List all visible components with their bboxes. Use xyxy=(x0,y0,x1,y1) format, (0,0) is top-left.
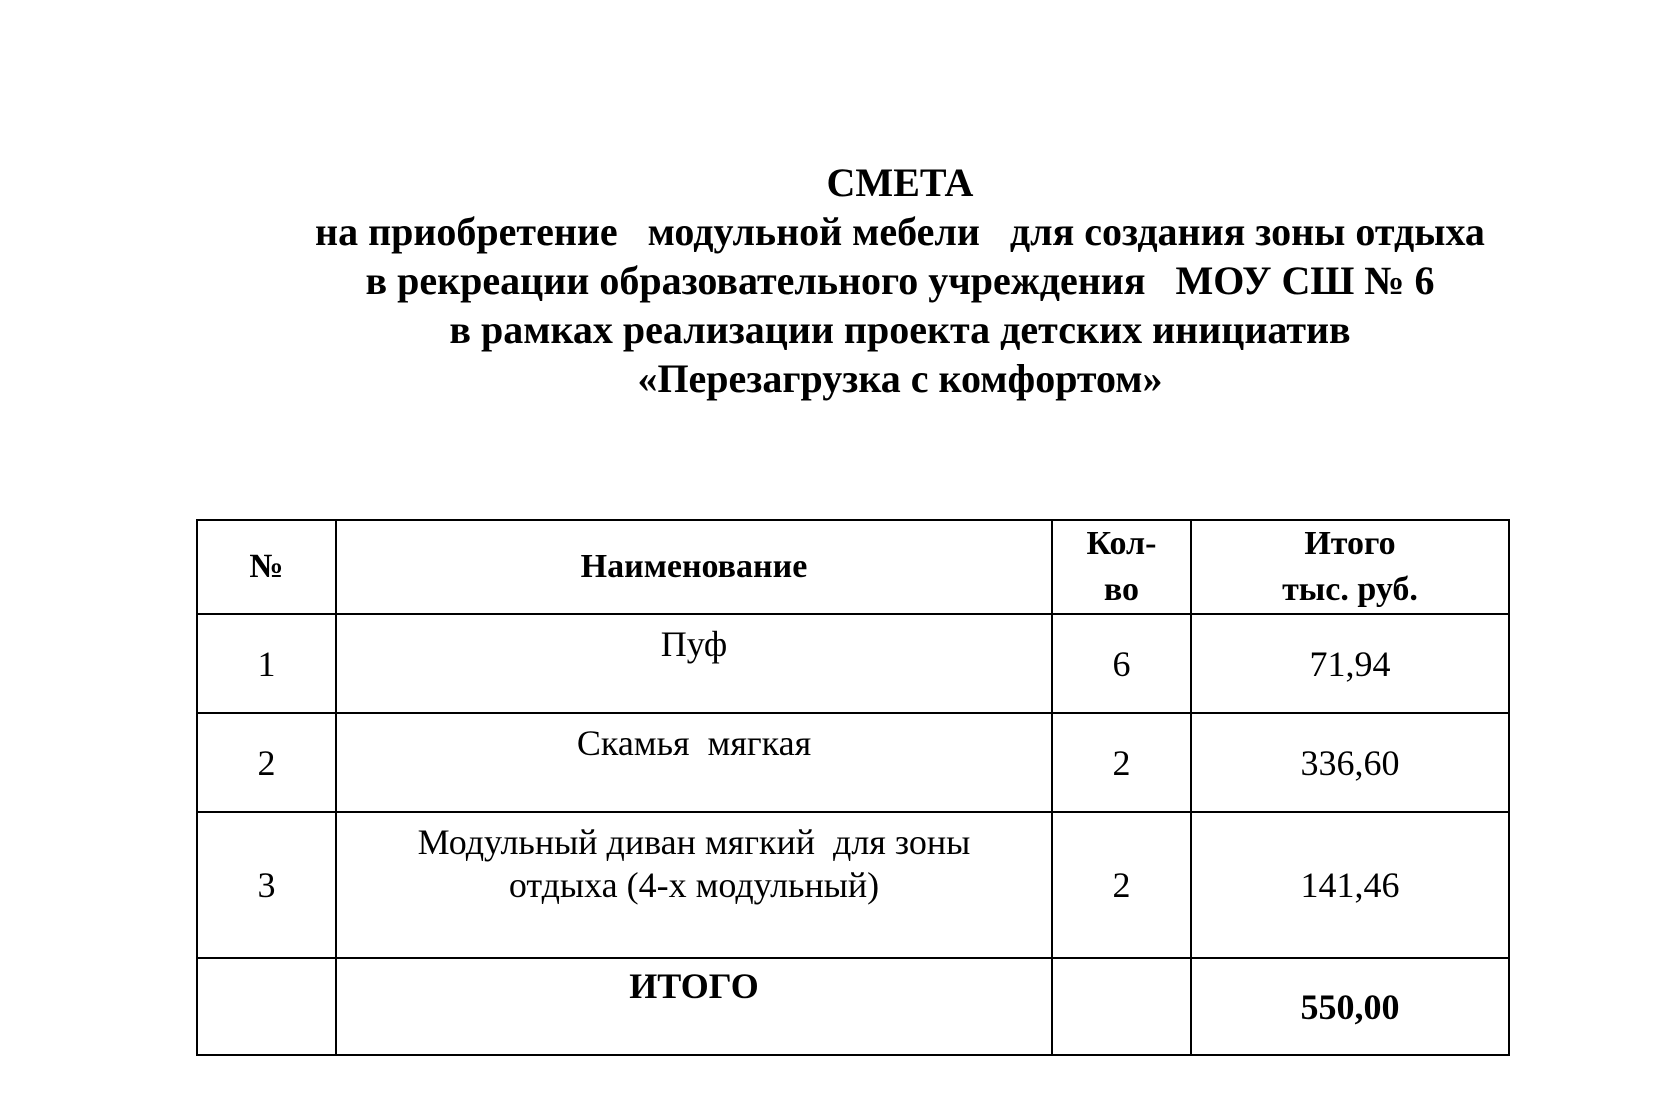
row-quantity: 2 xyxy=(1052,812,1191,958)
header-quantity xyxy=(1052,520,1191,614)
row-total: 336,60 xyxy=(1191,713,1509,812)
row-number: 1 xyxy=(197,614,336,713)
estimate-table xyxy=(196,519,1510,1056)
document-subtitle-line-3: в рамках реализации проекта детских инициатив xyxy=(449,307,1351,352)
table-summary-row xyxy=(197,958,1509,1055)
row-total: 141,46 xyxy=(1191,812,1509,958)
summary-total: 550,00 xyxy=(1191,958,1509,1055)
row-total: 71,94 xyxy=(1191,614,1509,713)
header-name: Наименование xyxy=(336,520,1052,614)
row-name-line-1: Пуф xyxy=(660,624,728,664)
row-quantity: 6 xyxy=(1052,614,1191,713)
project-name: «Перезагрузка с комфортом» xyxy=(637,356,1163,401)
header-quantity-line-2: во xyxy=(1103,571,1140,608)
table-row xyxy=(197,614,1509,713)
document-title-block xyxy=(200,158,1600,403)
row-name xyxy=(336,812,1052,958)
table-header-row xyxy=(197,520,1509,614)
document-title: СМЕТА xyxy=(826,160,974,205)
header-quantity-line-1: Кол- xyxy=(1086,525,1157,562)
row-name-line-1: Скамья мягкая xyxy=(576,723,812,763)
summary-number-cell xyxy=(197,958,336,1055)
row-quantity: 2 xyxy=(1052,713,1191,812)
document-subtitle-line-2: в рекреации образовательного учреждения МОУ СШ № 6 xyxy=(365,258,1435,303)
header-total xyxy=(1191,520,1509,614)
row-name-line-1: Модульный диван мягкий для зоны xyxy=(417,822,971,862)
table-row xyxy=(197,812,1509,958)
header-total-line-1: Итого xyxy=(1304,525,1396,562)
row-name-line-2: отдыха (4-х модульный) xyxy=(508,865,880,905)
row-name xyxy=(336,614,1052,713)
row-number: 3 xyxy=(197,812,336,958)
summary-quantity-cell xyxy=(1052,958,1191,1055)
header-total-line-2: тыс. руб. xyxy=(1282,571,1418,608)
row-number: 2 xyxy=(197,713,336,812)
header-number: № xyxy=(197,520,336,614)
document-subtitle-line-1: на приобретение модульной мебели для создания зоны отдыха xyxy=(315,209,1485,254)
summary-label: ИТОГО xyxy=(336,958,1052,1055)
table-row xyxy=(197,713,1509,812)
row-name xyxy=(336,713,1052,812)
